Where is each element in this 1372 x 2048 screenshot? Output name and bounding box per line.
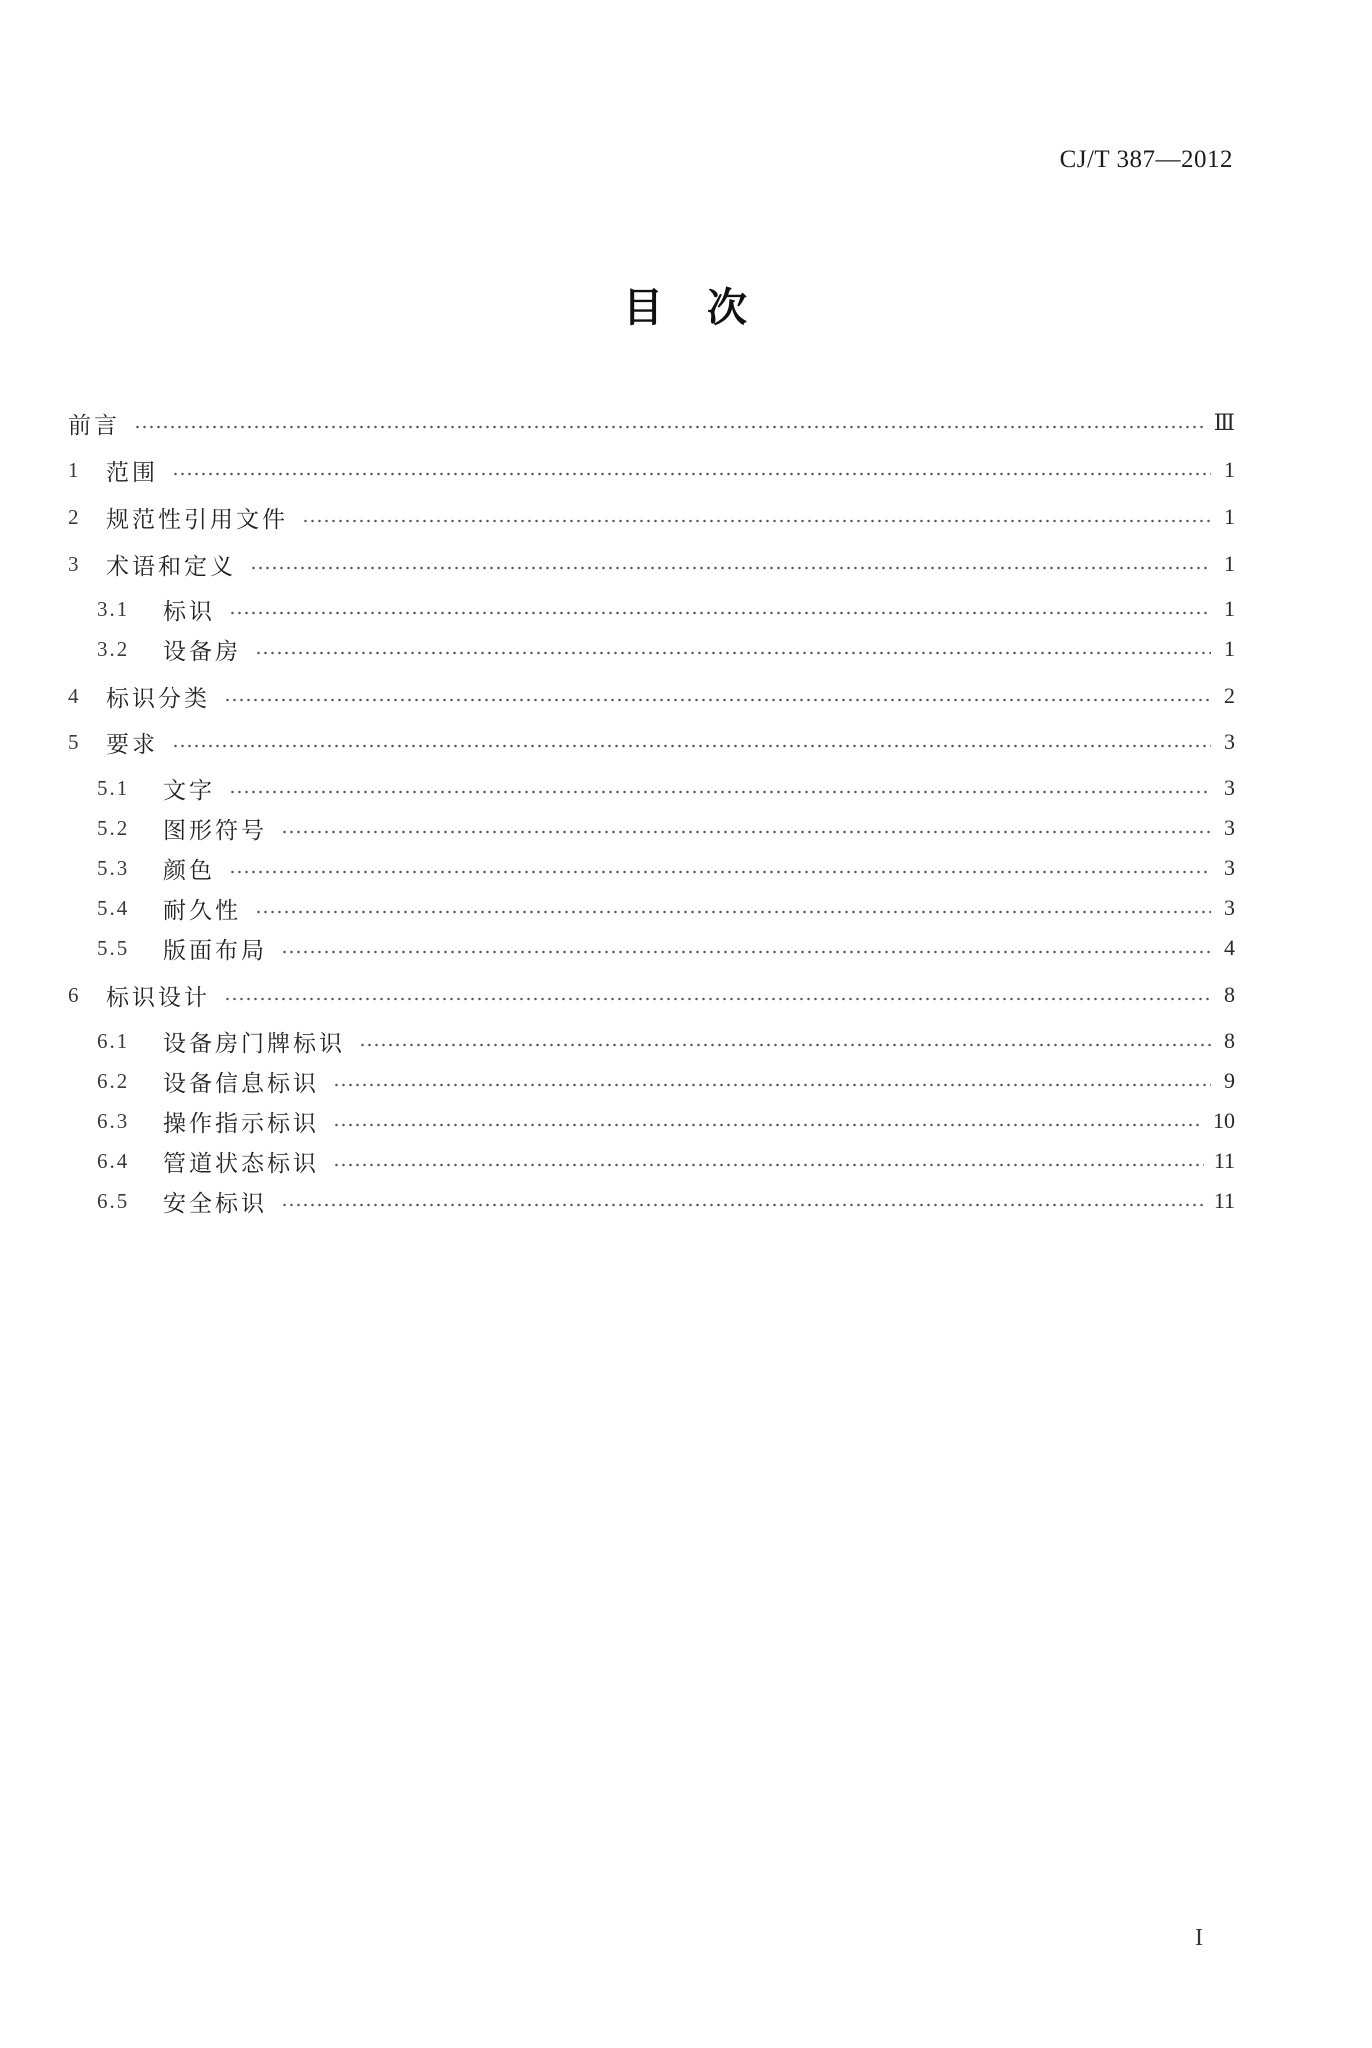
toc-entry[interactable]: [68, 978, 1235, 1012]
toc-entry-label: 设备房门牌标识: [163, 1030, 345, 1057]
dot-leader: [333, 1150, 1204, 1172]
toc-entry[interactable]: [97, 931, 1235, 965]
toc-entry[interactable]: [68, 679, 1235, 713]
toc-entry-page: 3: [1224, 855, 1235, 880]
toc-entry-page: 3: [1224, 815, 1235, 840]
toc-entry[interactable]: [97, 1064, 1235, 1098]
page-title: 目 次: [623, 285, 749, 331]
dot-leader: [134, 412, 1204, 434]
dot-leader: [281, 1190, 1204, 1212]
toc-entry-page: 9: [1224, 1068, 1235, 1093]
toc-entry[interactable]: [97, 1104, 1235, 1138]
dot-leader: [224, 984, 1211, 1006]
toc-entry-page: Ⅲ: [1213, 410, 1235, 435]
dot-leader: [229, 598, 1211, 620]
toc-entry[interactable]: [97, 1144, 1235, 1178]
toc-entry-label: 操作指示标识: [163, 1110, 319, 1137]
dot-leader: [250, 553, 1211, 575]
toc-entry-number: 1: [68, 457, 81, 482]
dot-leader: [281, 817, 1211, 839]
toc-entry-label: 安全标识: [163, 1190, 267, 1217]
toc-entry-label: 术语和定义: [106, 553, 236, 580]
toc-entry[interactable]: [97, 811, 1235, 845]
toc-entry-label: 标识: [163, 598, 215, 625]
toc-entry-label: 耐久性: [163, 897, 241, 924]
toc-entry-page: 3: [1224, 775, 1235, 800]
toc-entry-number: 5: [68, 729, 81, 754]
toc-entry[interactable]: [97, 851, 1235, 885]
toc-entry-page: 8: [1224, 1028, 1235, 1053]
page-number: I: [1195, 1925, 1203, 1951]
toc-entry-label: 管道状态标识: [163, 1150, 319, 1177]
toc-entry[interactable]: [97, 632, 1235, 666]
dot-leader: [224, 685, 1211, 707]
dot-leader: [229, 857, 1211, 879]
toc-entry-page: 1: [1224, 457, 1235, 482]
toc-entry-page: 2: [1224, 683, 1235, 708]
toc-entry-label: 范围: [106, 459, 158, 486]
toc-entry-page: 11: [1213, 1148, 1235, 1173]
dot-leader: [255, 897, 1211, 919]
toc-entry-page: 1: [1224, 636, 1235, 661]
toc-entry-number: 6.1: [97, 1028, 130, 1053]
standard-code: CJ/T 387—2012: [1059, 146, 1233, 173]
dot-leader: [281, 937, 1211, 959]
dot-leader: [359, 1030, 1211, 1052]
toc-entry-page: 3: [1224, 729, 1235, 754]
toc-entry-label: 颜色: [163, 857, 215, 884]
toc-entry-page: 3: [1224, 895, 1235, 920]
toc-entry[interactable]: [68, 725, 1235, 759]
toc-entry-label: 设备房: [163, 638, 241, 665]
toc-entry-number: 5.2: [97, 815, 130, 840]
dot-leader: [172, 459, 1211, 481]
dot-leader: [229, 777, 1211, 799]
toc-entry-number: 6.2: [97, 1068, 130, 1093]
toc-entry[interactable]: [97, 1184, 1235, 1218]
toc-entry-page: 10: [1213, 1108, 1235, 1133]
toc-entry-label: 图形符号: [163, 817, 267, 844]
toc-entry-label: 标识设计: [106, 984, 210, 1011]
toc-entry[interactable]: [68, 406, 1235, 440]
toc-entry-number: 3.1: [97, 596, 130, 621]
toc-entry-number: 2: [68, 504, 81, 529]
toc-entry-number: 5.3: [97, 855, 130, 880]
toc-entry-page: 1: [1224, 596, 1235, 621]
toc-entry-label: 要求: [106, 731, 158, 758]
dot-leader: [172, 731, 1211, 753]
dot-leader: [302, 506, 1211, 528]
toc-entry-page: 4: [1224, 935, 1235, 960]
toc-entry[interactable]: [97, 1024, 1235, 1058]
toc-entry-number: 5.4: [97, 895, 130, 920]
toc-entry-label: 前言: [68, 412, 120, 439]
toc-entry[interactable]: [97, 771, 1235, 805]
toc-entry-number: 6.5: [97, 1188, 130, 1213]
toc-entry[interactable]: [68, 547, 1235, 581]
toc-entry-label: 设备信息标识: [163, 1070, 319, 1097]
toc-entry-number: 6: [68, 982, 81, 1007]
toc-entry-label: 规范性引用文件: [106, 506, 288, 533]
dot-leader: [333, 1070, 1211, 1092]
toc-entry-number: 3: [68, 551, 81, 576]
toc-entry-number: 5.1: [97, 775, 130, 800]
toc-entry-label: 文字: [163, 777, 215, 804]
toc-entry-number: 4: [68, 683, 81, 708]
toc-entry-number: 3.2: [97, 636, 130, 661]
toc-entry-number: 6.3: [97, 1108, 130, 1133]
toc-entry[interactable]: [68, 453, 1235, 487]
toc-entry[interactable]: [68, 500, 1235, 534]
dot-leader: [333, 1110, 1203, 1132]
toc-entry-page: 11: [1213, 1188, 1235, 1213]
toc-entry-page: 1: [1224, 504, 1235, 529]
toc-entry[interactable]: [97, 891, 1235, 925]
dot-leader: [255, 638, 1211, 660]
toc-entry-number: 5.5: [97, 935, 130, 960]
toc-entry-page: 1: [1224, 551, 1235, 576]
toc-entry-page: 8: [1224, 982, 1235, 1007]
toc-entry-label: 标识分类: [106, 685, 210, 712]
toc-entry-label: 版面布局: [163, 937, 267, 964]
toc-entry-number: 6.4: [97, 1148, 130, 1173]
toc-entry[interactable]: [97, 592, 1235, 626]
